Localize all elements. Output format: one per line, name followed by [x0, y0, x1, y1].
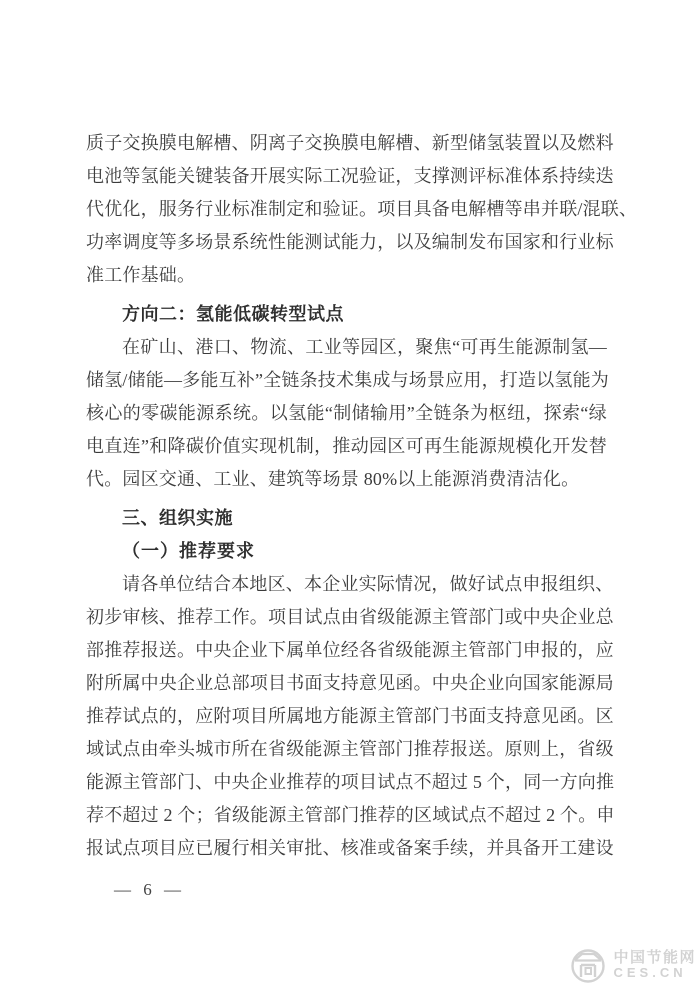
- paragraph-continued: [86, 127, 638, 292]
- heading-section-3: 三、组织实施: [122, 508, 233, 528]
- paragraph-direction-2: [86, 331, 607, 496]
- ces-logo-icon: [568, 945, 610, 985]
- watermark-text: [613, 950, 696, 981]
- body-line: 准工作基础。: [86, 265, 196, 285]
- body-line: 电直连”和降碳价值实现机制，推动园区可再生能源规模化开发替: [86, 436, 607, 456]
- page-number: — 6 —: [114, 880, 185, 899]
- body-line: 附所属中央企业总部项目书面支持意见函。中央企业向国家能源局: [86, 673, 614, 693]
- body-line: 代。园区交通、工业、建筑等场景 80%以上能源消费清洁化。: [86, 469, 580, 489]
- body-line: 能源主管部门、中央企业推荐的项目试点不超过 5 个，同一方向推: [86, 772, 615, 792]
- heading-subsection-1: （一）推荐要求: [122, 541, 255, 561]
- watermark-site-name: 中国节能网: [613, 948, 696, 966]
- body-line: 请各单位结合本地区、本企业实际情况，做好试点申报组织、: [122, 574, 614, 594]
- body-line: 域试点由牵头城市所在省级能源主管部门推荐报送。原则上，省级: [86, 739, 614, 759]
- watermark: [568, 945, 696, 985]
- body-line: 在矿山、港口、物流、工业等园区，聚焦“可再生能源制氢—: [122, 337, 607, 357]
- body-line: 代优化，服务行业标准制定和验证。项目具备电解槽等串并联/混联、: [86, 199, 638, 219]
- paragraph-recommendation: [86, 568, 615, 865]
- document-body: [86, 0, 638, 865]
- body-line: 初步审核、推荐工作。项目试点由省级能源主管部门或中央企业总: [86, 607, 614, 627]
- body-line: 功率调度等多场景系统性能测试能力，以及编制发布国家和行业标: [86, 232, 614, 252]
- watermark-site-code: CES.CN: [613, 965, 687, 981]
- body-line: 荐不超过 2 个；省级能源主管部门推荐的区域试点不超过 2 个。申: [86, 805, 615, 825]
- body-line: 储氢/储能—多能互补”全链条技术集成与场景应用，打造以氢能为: [86, 370, 609, 390]
- body-line: 核心的零碳能源系统。以氢能“制储输用”全链条为枢纽，探索“绿: [86, 403, 607, 423]
- body-line: 部推荐报送。中央企业下属单位经各省级能源主管部门申报的，应: [86, 640, 614, 660]
- body-line: 电池等氢能关键装备开展实际工况验证，支撑测评标准体系持续迭: [86, 166, 614, 186]
- body-line: 报试点项目应已履行相关审批、核准或备案手续，并具备开工建设: [86, 838, 614, 858]
- body-line: 质子交换膜电解槽、阴离子交换膜电解槽、新型储氢装置以及燃料: [86, 133, 614, 153]
- body-line: 推荐试点的，应附项目所属地方能源主管部门书面支持意见函。区: [86, 706, 614, 726]
- heading-direction-2: 方向二：氢能低碳转型试点: [122, 304, 344, 324]
